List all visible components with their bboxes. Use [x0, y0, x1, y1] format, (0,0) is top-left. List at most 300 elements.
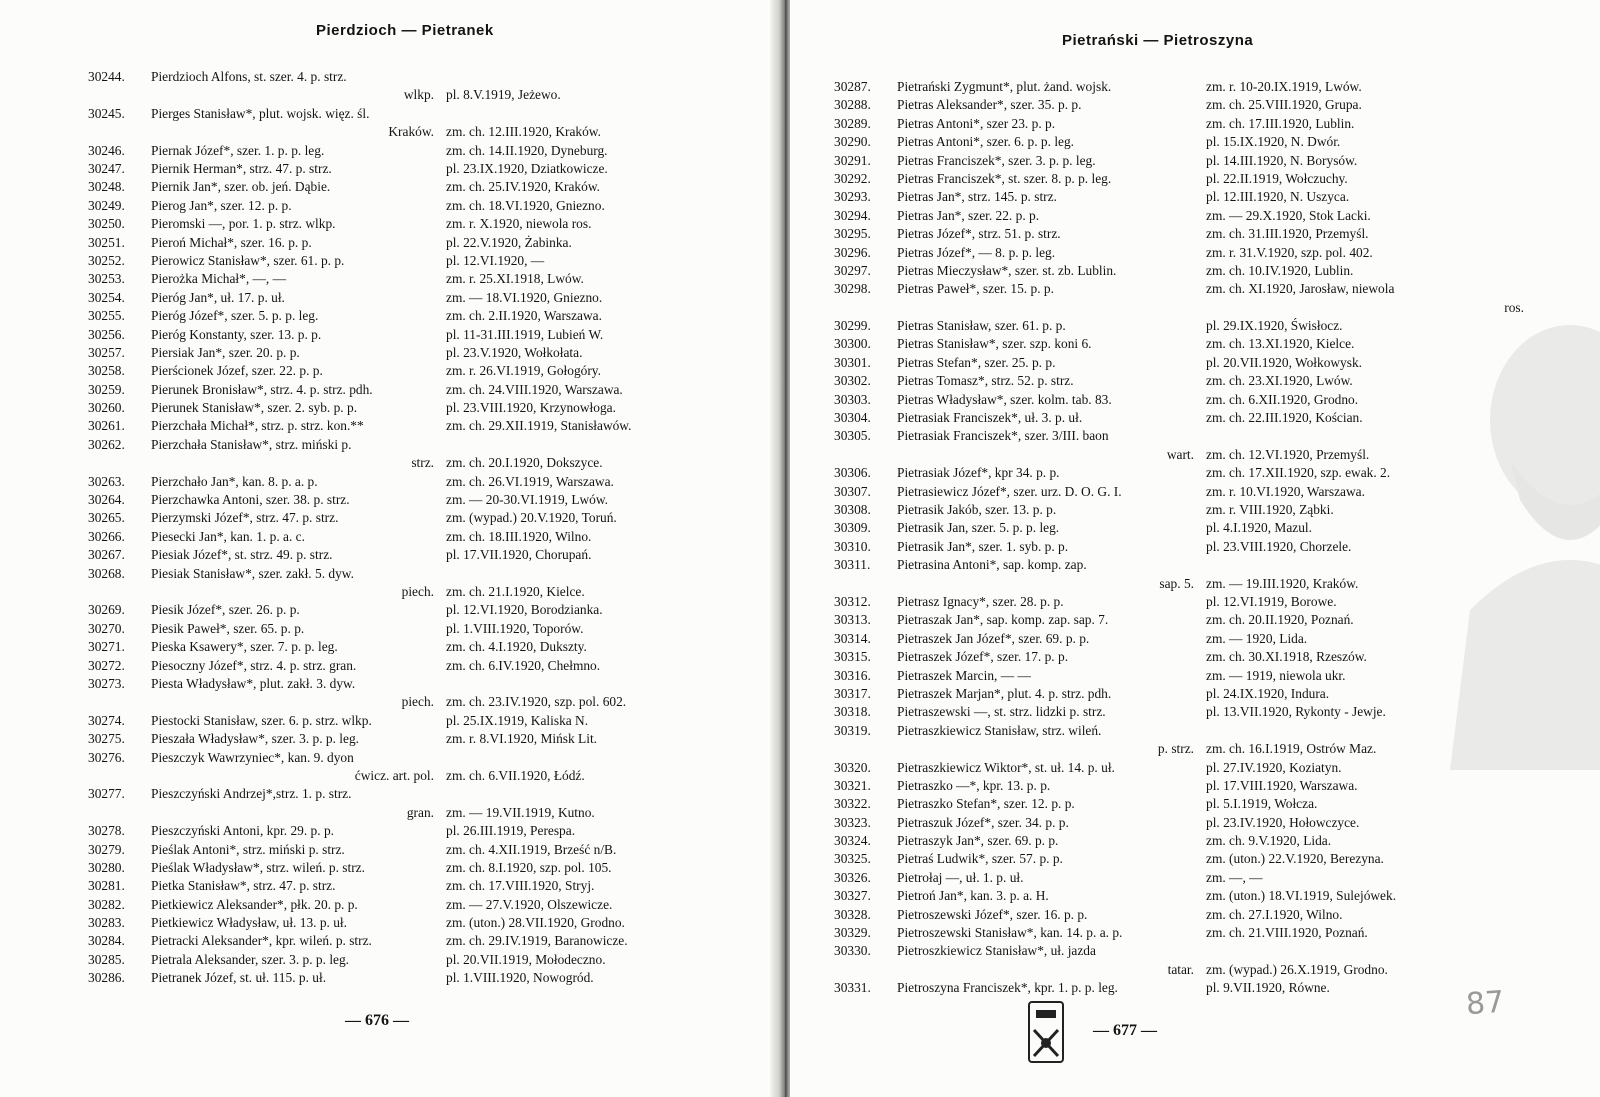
entry-row: [834, 722, 1574, 759]
entry-name: Pieróg Józef*, szer. 5. p. p. leg.: [151, 308, 319, 324]
entry-row: [88, 896, 768, 914]
entry-death-record: pl. 4.I.1920, Mazul.: [1206, 520, 1312, 536]
entry-name: Pietras Aleksander*, szer. 35. p. p.: [897, 97, 1082, 113]
entry-name: Pierożka Michał*, —, —: [151, 271, 286, 287]
entry-death-record: zm. ch. 6.VII.1920, Łódź.: [446, 767, 585, 783]
folio-right: — 677 —: [1093, 1022, 1157, 1039]
entry-name: Pietraszek Marcin, — —: [897, 667, 1031, 683]
entry-death-record: zm. (wypad.) 20.V.1920, Toruń.: [446, 510, 617, 526]
entry-number: 30303.: [834, 391, 871, 407]
entry-death-record: pl. 1.VIII.1920, Toporów.: [446, 620, 584, 636]
entry-name: Pietrasz Ignacy*, szer. 28. p. p.: [897, 593, 1064, 609]
entry-number: 30297.: [834, 262, 871, 278]
entry-name: Piesik Paweł*, szer. 65. p. p.: [151, 620, 305, 636]
entry-row: [834, 667, 1574, 685]
entry-number: 30305.: [834, 428, 871, 444]
entry-name: Pieszczyk Wawrzyniec*, kan. 9. dyon: [151, 749, 354, 765]
entry-name: Pietraszek Marjan*, plut. 4. p. strz. pdh.: [897, 685, 1112, 701]
entry-name: Pieszała Władysław*, szer. 3. p. p. leg.: [151, 731, 359, 747]
entry-row: [834, 262, 1574, 280]
entry-name: Piernik Jan*, szer. ob. jeń. Dąbie.: [151, 179, 331, 195]
entry-name: Pietras Paweł*, szer. 15. p. p.: [897, 281, 1054, 297]
entry-row: [834, 501, 1574, 519]
entry-name: Piesecki Jan*, kan. 1. p. a. c.: [151, 528, 305, 544]
entry-name: Piernik Herman*, strz. 47. p. strz.: [151, 160, 332, 176]
entry-number: 30286.: [88, 970, 125, 986]
page-right: [790, 0, 1600, 1097]
entry-death-record: zm. ch. 17.VIII.1920, Stryj.: [446, 878, 595, 894]
entry-row: [88, 528, 768, 546]
entry-name: Pietracki Aleksander*, kpr. wileń. p. strz.: [151, 933, 372, 949]
entry-row: [834, 556, 1574, 593]
entry-death-record: pl. 20.VII.1919, Mołodeczno.: [446, 951, 606, 967]
entry-death-record: pl. 20.VII.1920, Wołkowysk.: [1206, 354, 1363, 370]
entry-row: [834, 372, 1574, 390]
entry-number: 30270.: [88, 620, 125, 636]
entry-row: [88, 620, 768, 638]
entry-death-record: zm. ch. 27.I.1920, Wilno.: [1206, 906, 1343, 922]
entry-row: [88, 178, 768, 196]
entry-death-record: zm. ch. 20.I.1920, Dokszyce.: [446, 455, 603, 471]
entry-unit-continuation: p. strz.: [1157, 741, 1194, 757]
entry-name: Pieszczyński Andrzej*,strz. 1. p. strz.: [151, 786, 352, 802]
entry-number: 30248.: [88, 179, 125, 195]
entry-name: Pietras Franciszek*, szer. 3. p. p. leg.: [897, 152, 1096, 168]
entry-death-record: pl. 26.III.1919, Perespa.: [446, 823, 576, 839]
entry-death-record: zm. ch. 10.IV.1920, Lublin.: [1206, 262, 1354, 278]
entry-name: Pietras Jan*, strz. 145. p. strz.: [897, 189, 1057, 205]
entry-row: [834, 170, 1574, 188]
entry-name: Pieska Ksawery*, szer. 7. p. p. leg.: [151, 639, 338, 655]
entry-number: 30281.: [88, 878, 125, 894]
entry-row: [88, 712, 768, 730]
entry-number: 30300.: [834, 336, 871, 352]
entry-death-record: pl. 11-31.III.1919, Lubień W.: [446, 326, 604, 342]
entry-row: [88, 289, 768, 307]
entry-number: 30266.: [88, 528, 125, 544]
entry-unit-continuation: piech.: [401, 694, 434, 710]
entry-number: 30256.: [88, 326, 125, 342]
entry-death-record: zm. ch. 6.XII.1920, Grodno.: [1206, 391, 1359, 407]
entry-number: 30325.: [834, 851, 871, 867]
entry-name: Pietras Jan*, szer. 22. p. p.: [897, 207, 1040, 223]
entry-row: [88, 491, 768, 509]
entry-death-record: zm. ch. 31.III.1920, Przemyśl.: [1206, 226, 1369, 242]
entry-number: 30265.: [88, 510, 125, 526]
entry-number: 30319.: [834, 722, 871, 738]
entry-death-record: pl. 23.VIII.1920, Chorzele.: [1206, 538, 1352, 554]
entry-row: [834, 464, 1574, 482]
entry-name: Pieróg Konstanty, szer. 13. p. p.: [151, 326, 322, 342]
entry-death-record: zm. ch. 29.XII.1919, Stanisławów.: [446, 418, 632, 434]
entry-name: Pietranek Józef, st. uł. 115. p. uł.: [151, 970, 327, 986]
entry-list-left: [88, 68, 768, 988]
entry-number: 30287.: [834, 79, 871, 94]
entry-number: 30301.: [834, 354, 871, 370]
entry-death-record: zm. — 19.III.1920, Kraków.: [1206, 575, 1359, 591]
entry-death-record: pl. 29.IX.1920, Świsłocz.: [1206, 318, 1343, 334]
entry-death-record: pl. 23.IX.1920, Dziatkowicze.: [446, 160, 608, 176]
entry-name: Pietka Stanisław*, strz. 47. p. strz.: [151, 878, 336, 894]
entry-name: Pietraś Ludwik*, szer. 57. p. p.: [897, 851, 1063, 867]
entry-number: 30247.: [88, 160, 125, 176]
entry-number: 30331.: [834, 980, 871, 996]
entry-row: [88, 197, 768, 215]
entry-row: [834, 225, 1574, 243]
entry-number: 30260.: [88, 400, 125, 416]
entry-number: 30293.: [834, 189, 871, 205]
entry-number: 30268.: [88, 565, 125, 581]
entry-death-record: pl. 13.VII.1920, Rykonty - Jewje.: [1206, 704, 1386, 720]
entry-death-record: zm. ch. 14.II.1920, Dyneburg.: [446, 142, 608, 158]
entry-death-record: zm. ch. 29.IV.1919, Baranowicze.: [446, 933, 628, 949]
entry-name: Pietras Antoni*, szer. 6. p. p. leg.: [897, 134, 1075, 150]
entry-row: [88, 601, 768, 619]
entry-number: 30307.: [834, 483, 871, 499]
entry-row: [834, 648, 1574, 666]
entry-name: Pietroń Jan*, kan. 3. p. a. H.: [897, 888, 1049, 904]
entry-name: Pietrasina Antoni*, sap. komp. zap.: [897, 557, 1087, 573]
entry-row: [88, 307, 768, 325]
entry-number: 30322.: [834, 796, 871, 812]
entry-row: [88, 822, 768, 840]
entry-name: Pietras Józef*, strz. 51. p. strz.: [897, 226, 1061, 242]
entry-number: 30250.: [88, 216, 125, 232]
entry-death-record: pl. 14.III.1920, N. Borysów.: [1206, 152, 1358, 168]
entry-number: 30330.: [834, 943, 871, 959]
entry-name: Pietraszko Stefan*, szer. 12. p. p.: [897, 796, 1075, 812]
entry-death-record: pl. 12.VI.1919, Borowe.: [1206, 593, 1337, 609]
entry-number: 30296.: [834, 244, 871, 260]
entry-row: [88, 270, 768, 288]
entry-name: Pietraszuk Józef*, szer. 34. p. p.: [897, 814, 1069, 830]
entry-number: 30244.: [88, 69, 125, 84]
entry-death-record: zm. ch. 4.I.1920, Dukszty.: [446, 639, 587, 655]
entry-row: [88, 546, 768, 564]
entry-number: 30292.: [834, 170, 871, 186]
entry-death-record: zm. ch. 6.IV.1920, Chełmno.: [446, 657, 601, 673]
entry-name: Pieróg Jan*, uł. 17. p. uł.: [151, 289, 285, 305]
entry-number: 30262.: [88, 436, 125, 452]
entry-row: [88, 951, 768, 969]
entry-death-record: pl. 5.I.1919, Wołcza.: [1206, 796, 1318, 812]
entry-row: [88, 638, 768, 656]
entry-row: [834, 611, 1574, 629]
entry-death-record: zm. ch. 23.IV.1920, szp. pol. 602.: [446, 694, 627, 710]
entry-death-record: pl. 17.VII.1920, Chorupań.: [446, 547, 592, 563]
entry-row: [834, 133, 1574, 151]
entry-number: 30246.: [88, 142, 125, 158]
entry-row: [834, 814, 1574, 832]
entry-number: 30291.: [834, 152, 871, 168]
entry-name: Pieromski —, por. 1. p. strz. wlkp.: [151, 216, 336, 232]
entry-death-record: zm. (wypad.) 26.X.1919, Grodno.: [1206, 961, 1388, 977]
entry-name: Pietras Antoni*, szer 23. p. p.: [897, 115, 1056, 131]
entry-row: [88, 657, 768, 675]
entry-number: 30318.: [834, 704, 871, 720]
entry-row: [88, 362, 768, 380]
entry-number: 30282.: [88, 896, 125, 912]
page-left: [0, 0, 780, 1097]
entry-death-record: zm. — 27.V.1920, Olszewicze.: [446, 896, 613, 912]
entry-name: Pietras Franciszek*, st. szer. 8. p. p. leg.: [897, 170, 1112, 186]
entry-name: Pietroszyna Franciszek*, kpr. 1. p. p. leg.: [897, 980, 1118, 996]
entry-row: [834, 759, 1574, 777]
entry-row: [834, 850, 1574, 868]
entry-row: [88, 749, 768, 786]
entry-row: [88, 326, 768, 344]
entry-number: 30279.: [88, 841, 125, 857]
entry-number: 30306.: [834, 465, 871, 481]
entry-row: [834, 942, 1574, 979]
entry-name: Pierowicz Stanisław*, szer. 61. p. p.: [151, 252, 345, 268]
entry-name: Pieślak Władysław*, strz. wileń. p. strz.: [151, 859, 365, 875]
entry-name: Pierścionek Józef, szer. 22. p. p.: [151, 363, 323, 379]
entry-row: [834, 593, 1574, 611]
entry-number: 30298.: [834, 281, 871, 297]
entry-row: [834, 207, 1574, 225]
entry-number: 30295.: [834, 226, 871, 242]
entry-death-record: zm. ch. 18.III.1920, Wilno.: [446, 528, 592, 544]
entry-number: 30317.: [834, 685, 871, 701]
entry-death-record: pl. 9.VII.1920, Równe.: [1206, 980, 1330, 996]
entry-name: Pierzymski Józef*, strz. 47. p. strz.: [151, 510, 339, 526]
entry-number: 30280.: [88, 859, 125, 875]
entry-row: [88, 68, 768, 105]
entry-name: Pietrasik Jan*, szer. 1. syb. p. p.: [897, 538, 1069, 554]
entry-name: Pieroń Michał*, szer. 16. p. p.: [151, 234, 312, 250]
entry-death-record: zm. r. 25.XI.1918, Lwów.: [446, 271, 584, 287]
entry-name: Piesik Józef*, szer. 26. p. p.: [151, 602, 300, 618]
entry-row: [88, 215, 768, 233]
handwritten-note: 87: [1464, 984, 1506, 1023]
entry-number: 30275.: [88, 731, 125, 747]
entry-death-record: pl. 22.V.1920, Żabinka.: [446, 234, 572, 250]
entry-death-record: zm. r. 8.VI.1920, Mińsk Lit.: [446, 731, 598, 747]
running-head-left: Pierdzioch — Pietranek: [316, 22, 494, 39]
entry-number: 30328.: [834, 906, 871, 922]
entry-name: Piestocki Stanisław, szer. 6. p. strz. wlkp.: [151, 712, 372, 728]
entry-row: [88, 417, 768, 435]
entry-number: 30327.: [834, 888, 871, 904]
entry-number: 30272.: [88, 657, 125, 673]
entry-death-record: zm. ch. 20.II.1920, Poznań.: [1206, 612, 1354, 628]
entry-death-record: zm. r. X.1920, niewola ros.: [446, 216, 592, 232]
entry-number: 30274.: [88, 712, 125, 728]
entry-name: Pietrasiak Franciszek*, szer. 3/III. baon: [897, 428, 1109, 444]
entry-row: [834, 538, 1574, 556]
entry-death-record: zm. ch. 22.III.1920, Kościan.: [1206, 410, 1363, 426]
entry-death-record: zm. ch. 17.XII.1920, szp. ewak. 2.: [1206, 465, 1391, 481]
entry-number: 30310.: [834, 538, 871, 554]
entry-number: 30315.: [834, 649, 871, 665]
entry-name: Pietroszkiewicz Stanisław*, uł. jazda: [897, 943, 1096, 959]
entry-death-record: zm. (uton.) 22.V.1920, Berezyna.: [1206, 851, 1384, 867]
entry-row: [834, 78, 1574, 96]
entry-death-record: zm. — 19.VII.1919, Kutno.: [446, 804, 595, 820]
entry-number: 30323.: [834, 814, 871, 830]
entry-number: 30255.: [88, 308, 125, 324]
entry-death-record: zm. ch. 9.V.1920, Lida.: [1206, 833, 1332, 849]
entry-number: 30321.: [834, 777, 871, 793]
entry-name: Pietkiewicz Aleksander*, płk. 20. p. p.: [151, 896, 358, 912]
entry-row: [834, 869, 1574, 887]
entry-name: Pietraszek Józef*, szer. 17. p. p.: [897, 649, 1069, 665]
entry-death-record: zm. ch. 13.XI.1920, Kielce.: [1206, 336, 1355, 352]
entry-death-record: zm. ch. 21.I.1920, Kielce.: [446, 583, 585, 599]
entry-death-record: zm. ch. 24.VIII.1920, Warszawa.: [446, 381, 623, 397]
entry-number: 30313.: [834, 612, 871, 628]
entry-death-record: zm. r. 26.VI.1919, Gołogóry.: [446, 363, 601, 379]
entry-number: 30261.: [88, 418, 125, 434]
entry-death-record: pl. 25.IX.1919, Kaliska N.: [446, 712, 589, 728]
entry-death-record: zm. ch. 12.III.1920, Kraków.: [446, 124, 601, 140]
entry-row: [88, 565, 768, 602]
entry-death-record: pl. 8.V.1919, Jeżewo.: [446, 87, 561, 103]
entry-row: [834, 703, 1574, 721]
entry-death-record: zm. ch. XI.1920, Jarosław, niewola: [1206, 281, 1395, 297]
entry-death-record: zm. r. 10.VI.1920, Warszawa.: [1206, 483, 1365, 499]
entry-number: 30326.: [834, 869, 871, 885]
entry-number: 30290.: [834, 134, 871, 150]
entry-name: Pietrala Aleksander, szer. 3. p. p. leg.: [151, 951, 350, 967]
entry-row: [834, 335, 1574, 353]
entry-number: 30263.: [88, 473, 125, 489]
entry-death-record: zm. ch. 26.VI.1919, Warszawa.: [446, 473, 614, 489]
entry-death-record: zm. (uton.) 28.VII.1920, Grodno.: [446, 915, 625, 931]
entry-death-record: zm. ch. 21.VIII.1920, Poznań.: [1206, 925, 1368, 941]
entry-number: 30284.: [88, 933, 125, 949]
entry-death-record: pl. 12.III.1920, N. Uszyca.: [1206, 189, 1350, 205]
entry-row: [834, 96, 1574, 114]
entry-unit-continuation: piech.: [401, 583, 434, 599]
entry-number: 30314.: [834, 630, 871, 646]
entry-row: [834, 795, 1574, 813]
entry-unit-continuation: strz.: [411, 455, 434, 471]
entry-name: Pietraszko —*, kpr. 13. p. p.: [897, 777, 1051, 793]
entry-number: 30267.: [88, 547, 125, 563]
entry-row: [88, 877, 768, 895]
entry-name: Pietras Władysław*, szer. kolm. tab. 83.: [897, 391, 1112, 407]
entry-name: Pietras Stanisław, szer. 61. p. p.: [897, 318, 1066, 334]
entry-name: Piersiak Jan*, szer. 20. p. p.: [151, 344, 300, 360]
entry-name: Pietroszewski Stanisław*, kan. 14. p. a. p.: [897, 925, 1123, 941]
entry-name: Pietraszewski —, st. strz. lidzki p. strz.: [897, 704, 1106, 720]
entry-death-record: zm. ch. 18.VI.1920, Gniezno.: [446, 197, 605, 213]
entry-row: [834, 115, 1574, 133]
entry-name: Pietrasik Jan, szer. 5. p. p. leg.: [897, 520, 1060, 536]
entry-row: [88, 344, 768, 362]
entry-row: [834, 317, 1574, 335]
entry-number: 30312.: [834, 593, 871, 609]
entry-name: Pietras Józef*, — 8. p. p. leg.: [897, 244, 1056, 260]
entry-row: [88, 142, 768, 160]
entry-death-record: zm. r. 31.V.1920, szp. pol. 402.: [1206, 244, 1373, 260]
entry-name: Piesta Władysław*, plut. zakł. 3. dyw.: [151, 675, 356, 691]
entry-row: [88, 381, 768, 399]
entry-unit-continuation: sap. 5.: [1159, 575, 1194, 591]
entry-name: Pierzchała Stanisław*, strz. miński p.: [151, 436, 352, 452]
entry-death-record: pl. 24.IX.1920, Indura.: [1206, 685, 1330, 701]
entry-name: Piesiak Józef*, st. strz. 49. p. strz.: [151, 547, 333, 563]
entry-row: [834, 630, 1574, 648]
entry-row: [834, 924, 1574, 942]
entry-name: Pietraszek Jan Józef*, szer. 69. p. p.: [897, 630, 1090, 646]
entry-name: Pietrasiak Franciszek*, uł. 3. p. uł.: [897, 410, 1083, 426]
entry-row: [834, 519, 1574, 537]
entry-number: 30276.: [88, 749, 125, 765]
entry-row: [88, 160, 768, 178]
entry-death-continuation: ros.: [1504, 299, 1524, 315]
entry-number: 30288.: [834, 97, 871, 113]
entry-row: [834, 906, 1574, 924]
entry-row: [88, 399, 768, 417]
entry-number: 30252.: [88, 252, 125, 268]
entry-row: [834, 832, 1574, 850]
entry-death-record: pl. 23.VIII.1920, Krzynowłoga.: [446, 400, 616, 416]
entry-unit-continuation: Kraków.: [388, 124, 434, 140]
entry-death-record: pl. 12.VI.1920, —: [446, 252, 545, 268]
entry-row: [88, 436, 768, 473]
entry-number: 30264.: [88, 492, 125, 508]
entry-row: [834, 188, 1574, 206]
entry-row: [88, 932, 768, 950]
entry-death-record: pl. 23.IV.1920, Hołowczyce.: [1206, 814, 1360, 830]
entry-death-record: zm. —, —: [1206, 869, 1263, 885]
entry-name: Pietras Stefan*, szer. 25. p. p.: [897, 354, 1056, 370]
entry-death-record: zm. ch. 2.II.1920, Warszawa.: [446, 308, 602, 324]
entry-death-record: pl. 23.V.1920, Wołkołata.: [446, 344, 583, 360]
entry-death-record: zm. ch. 16.I.1919, Ostrów Maz.: [1206, 741, 1377, 757]
entry-row: [834, 152, 1574, 170]
entry-death-record: zm. ch. 25.VIII.1920, Grupa.: [1206, 97, 1362, 113]
entry-row: [834, 685, 1574, 703]
entry-number: 30329.: [834, 925, 871, 941]
entry-name: Pierzchawka Antoni, szer. 38. p. strz.: [151, 492, 350, 508]
entry-row: [834, 483, 1574, 501]
entry-number: 30278.: [88, 823, 125, 839]
entry-death-record: zm. r. VIII.1920, Ząbki.: [1206, 502, 1334, 518]
entry-number: 30253.: [88, 271, 125, 287]
entry-name: Pietkiewicz Władysław, uł. 13. p. uł.: [151, 915, 347, 931]
entry-unit-continuation: gran.: [406, 804, 434, 820]
entry-row: [88, 509, 768, 527]
entry-name: Pieszczyński Antoni, kpr. 29. p. p.: [151, 823, 334, 839]
entry-death-record: zm. r. 10-20.IX.1919, Lwów.: [1206, 79, 1362, 94]
entry-row: [88, 841, 768, 859]
entry-number: 30289.: [834, 115, 871, 131]
entry-name: Pierzchała Michał*, strz. p. strz. kon.**: [151, 418, 364, 434]
entry-row: [834, 280, 1574, 317]
entry-death-record: zm. ch. 12.VI.1920, Przemyśl.: [1206, 446, 1370, 462]
entry-death-record: pl. 22.II.1919, Wołczuchy.: [1206, 170, 1348, 186]
entry-name: Piesoczny Józef*, strz. 4. p. strz. gran.: [151, 657, 357, 673]
entry-death-record: zm. — 29.X.1920, Stok Lacki.: [1206, 207, 1371, 223]
entry-number: 30308.: [834, 502, 871, 518]
entry-name: Pietraszak Jan*, sap. komp. zap. sap. 7.: [897, 612, 1109, 628]
entry-name: Pierog Jan*, szer. 12. p. p.: [151, 197, 292, 213]
entry-name: Pietraszkiewicz Stanisław, strz. wileń.: [897, 722, 1102, 738]
entry-number: 30249.: [88, 197, 125, 213]
entry-name: Pierges Stanisław*, plut. wojsk. więz. śl.: [151, 105, 370, 121]
entry-number: 30245.: [88, 105, 125, 121]
entry-death-record: zm. — 1919, niewola ukr.: [1206, 667, 1346, 683]
entry-number: 30259.: [88, 381, 125, 397]
entry-number: 30285.: [88, 951, 125, 967]
entry-number: 30304.: [834, 410, 871, 426]
entry-death-record: zm. (uton.) 18.VI.1919, Sulejówek.: [1206, 888, 1397, 904]
entry-row: [834, 354, 1574, 372]
